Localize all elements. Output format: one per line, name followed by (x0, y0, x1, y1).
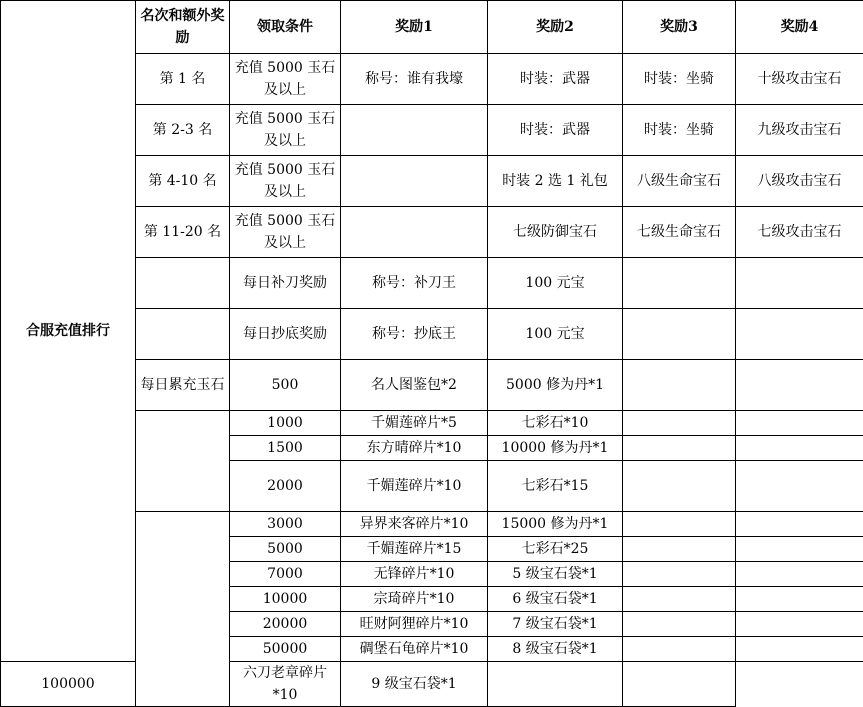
header-reward-1: 奖励1 (341, 1, 488, 54)
reward-1-cell (341, 156, 488, 207)
reward-2-cell: 七彩石*10 (488, 411, 623, 436)
reward-3-cell: 时装：坐骑 (623, 54, 736, 105)
reward-2-cell: 时装：武器 (488, 105, 623, 156)
reward-1-cell: 称号：抄底王 (341, 309, 488, 360)
amount-cell: 7000 (230, 562, 341, 587)
reward-3-cell (623, 360, 736, 411)
reward-4-cell (736, 309, 863, 360)
header-row (1, 1, 863, 54)
reward-4-cell (736, 637, 863, 662)
reward-1-cell: 异界来客碎片*10 (341, 512, 488, 537)
reward-4-cell (736, 436, 863, 461)
reward-3-cell (623, 637, 736, 662)
reward-1-cell: 称号：补刀王 (341, 258, 488, 309)
reward-4-cell (736, 258, 863, 309)
reward-4-cell: 七级攻击宝石 (736, 207, 863, 258)
reward-1-cell: 名人图鉴包*2 (341, 360, 488, 411)
amount-cell: 1500 (230, 436, 341, 461)
reward-4-cell (623, 662, 736, 707)
amount-cell: 10000 (230, 587, 341, 612)
reward-1-cell: 旺财阿狸碎片*10 (341, 612, 488, 637)
reward-3-cell (623, 461, 736, 512)
reward-4-cell (736, 612, 863, 637)
reward-2-cell: 5000 修为丹*1 (488, 360, 623, 411)
reward-2-cell: 6 级宝石袋*1 (488, 587, 623, 612)
reward-2-cell: 100 元宝 (488, 309, 623, 360)
reward-4-cell: 十级攻击宝石 (736, 54, 863, 105)
amount-cell: 50000 (230, 637, 341, 662)
reward-3-cell (488, 662, 623, 707)
reward-4-cell (736, 587, 863, 612)
reward-4-cell (736, 562, 863, 587)
category-label: 合服充值排行 (1, 1, 136, 662)
reward-3-cell (623, 436, 736, 461)
rank-cell-empty (136, 309, 230, 360)
amount-cell: 5000 (230, 537, 341, 562)
header-condition: 领取条件 (230, 1, 341, 54)
condition-cell: 充值 5000 玉石及以上 (230, 207, 341, 258)
condition-cell: 充值 5000 玉石及以上 (230, 156, 341, 207)
reward-1-cell: 千媚莲碎片*10 (341, 461, 488, 512)
reward-2-cell: 15000 修为丹*1 (488, 512, 623, 537)
reward-3-cell (623, 309, 736, 360)
rank-cell-empty (136, 411, 230, 512)
reward-1-cell: 千媚莲碎片*5 (341, 411, 488, 436)
reward-2-cell: 七彩石*25 (488, 537, 623, 562)
reward-3-cell: 时装：坐骑 (623, 105, 736, 156)
reward-3-cell: 七级生命宝石 (623, 207, 736, 258)
amount-cell: 3000 (230, 512, 341, 537)
reward-3-cell (623, 612, 736, 637)
reward-2-cell: 10000 修为丹*1 (488, 436, 623, 461)
reward-4-cell (736, 461, 863, 512)
condition-cell: 每日补刀奖励 (230, 258, 341, 309)
recharge-row (1, 662, 863, 707)
rank-cell-empty (136, 512, 230, 707)
reward-3-cell (623, 512, 736, 537)
amount-cell: 500 (230, 360, 341, 411)
reward-1-cell (341, 105, 488, 156)
reward-2-cell: 5 级宝石袋*1 (488, 562, 623, 587)
reward-1-cell: 称号：谁有我壕 (341, 54, 488, 105)
reward-2-cell: 七彩石*15 (488, 461, 623, 512)
reward-1-cell: 无锋碎片*10 (341, 562, 488, 587)
reward-2-cell: 七级防御宝石 (488, 207, 623, 258)
amount-cell: 2000 (230, 461, 341, 512)
reward-1-cell (341, 207, 488, 258)
reward-2-cell: 9 级宝石袋*1 (341, 662, 488, 707)
reward-1-cell: 碉堡石龟碎片*10 (341, 637, 488, 662)
reward-3-cell (623, 537, 736, 562)
reward-4-cell (736, 512, 863, 537)
reward-2-cell: 时装 2 选 1 礼包 (488, 156, 623, 207)
reward-4-cell (736, 537, 863, 562)
header-reward-2: 奖励2 (488, 1, 623, 54)
rank-cell-empty (136, 258, 230, 309)
reward-2-cell: 8 级宝石袋*1 (488, 637, 623, 662)
condition-cell: 充值 5000 玉石及以上 (230, 54, 341, 105)
reward-4-cell (736, 411, 863, 436)
reward-3-cell: 八级生命宝石 (623, 156, 736, 207)
reward-3-cell (623, 587, 736, 612)
rank-cell: 第 4-10 名 (136, 156, 230, 207)
reward-1-cell: 东方晴碎片*10 (341, 436, 488, 461)
reward-4-cell: 九级攻击宝石 (736, 105, 863, 156)
reward-2-cell: 7 级宝石袋*1 (488, 612, 623, 637)
reward-2-cell: 时装：武器 (488, 54, 623, 105)
reward-1-cell: 千媚莲碎片*15 (341, 537, 488, 562)
amount-cell: 20000 (230, 612, 341, 637)
header-reward-3: 奖励3 (623, 1, 736, 54)
amount-cell: 1000 (230, 411, 341, 436)
condition-cell: 每日抄底奖励 (230, 309, 341, 360)
rank-cell: 第 11-20 名 (136, 207, 230, 258)
header-reward-4: 奖励4 (736, 1, 863, 54)
reward-1-cell: 宗琦碎片*10 (341, 587, 488, 612)
rank-cell: 第 2-3 名 (136, 105, 230, 156)
reward-4-cell (736, 360, 863, 411)
condition-cell: 充值 5000 玉石及以上 (230, 105, 341, 156)
reward-3-cell (623, 411, 736, 436)
reward-3-cell (623, 258, 736, 309)
header-rank: 名次和额外奖励 (136, 1, 230, 54)
reward-1-cell: 六刀老章碎片*10 (230, 662, 341, 707)
reward-4-cell: 八级攻击宝石 (736, 156, 863, 207)
recharge-label: 每日累充玉石 (136, 360, 230, 411)
reward-3-cell (623, 562, 736, 587)
amount-cell: 100000 (1, 662, 136, 707)
rank-cell: 第 1 名 (136, 54, 230, 105)
reward-2-cell: 100 元宝 (488, 258, 623, 309)
